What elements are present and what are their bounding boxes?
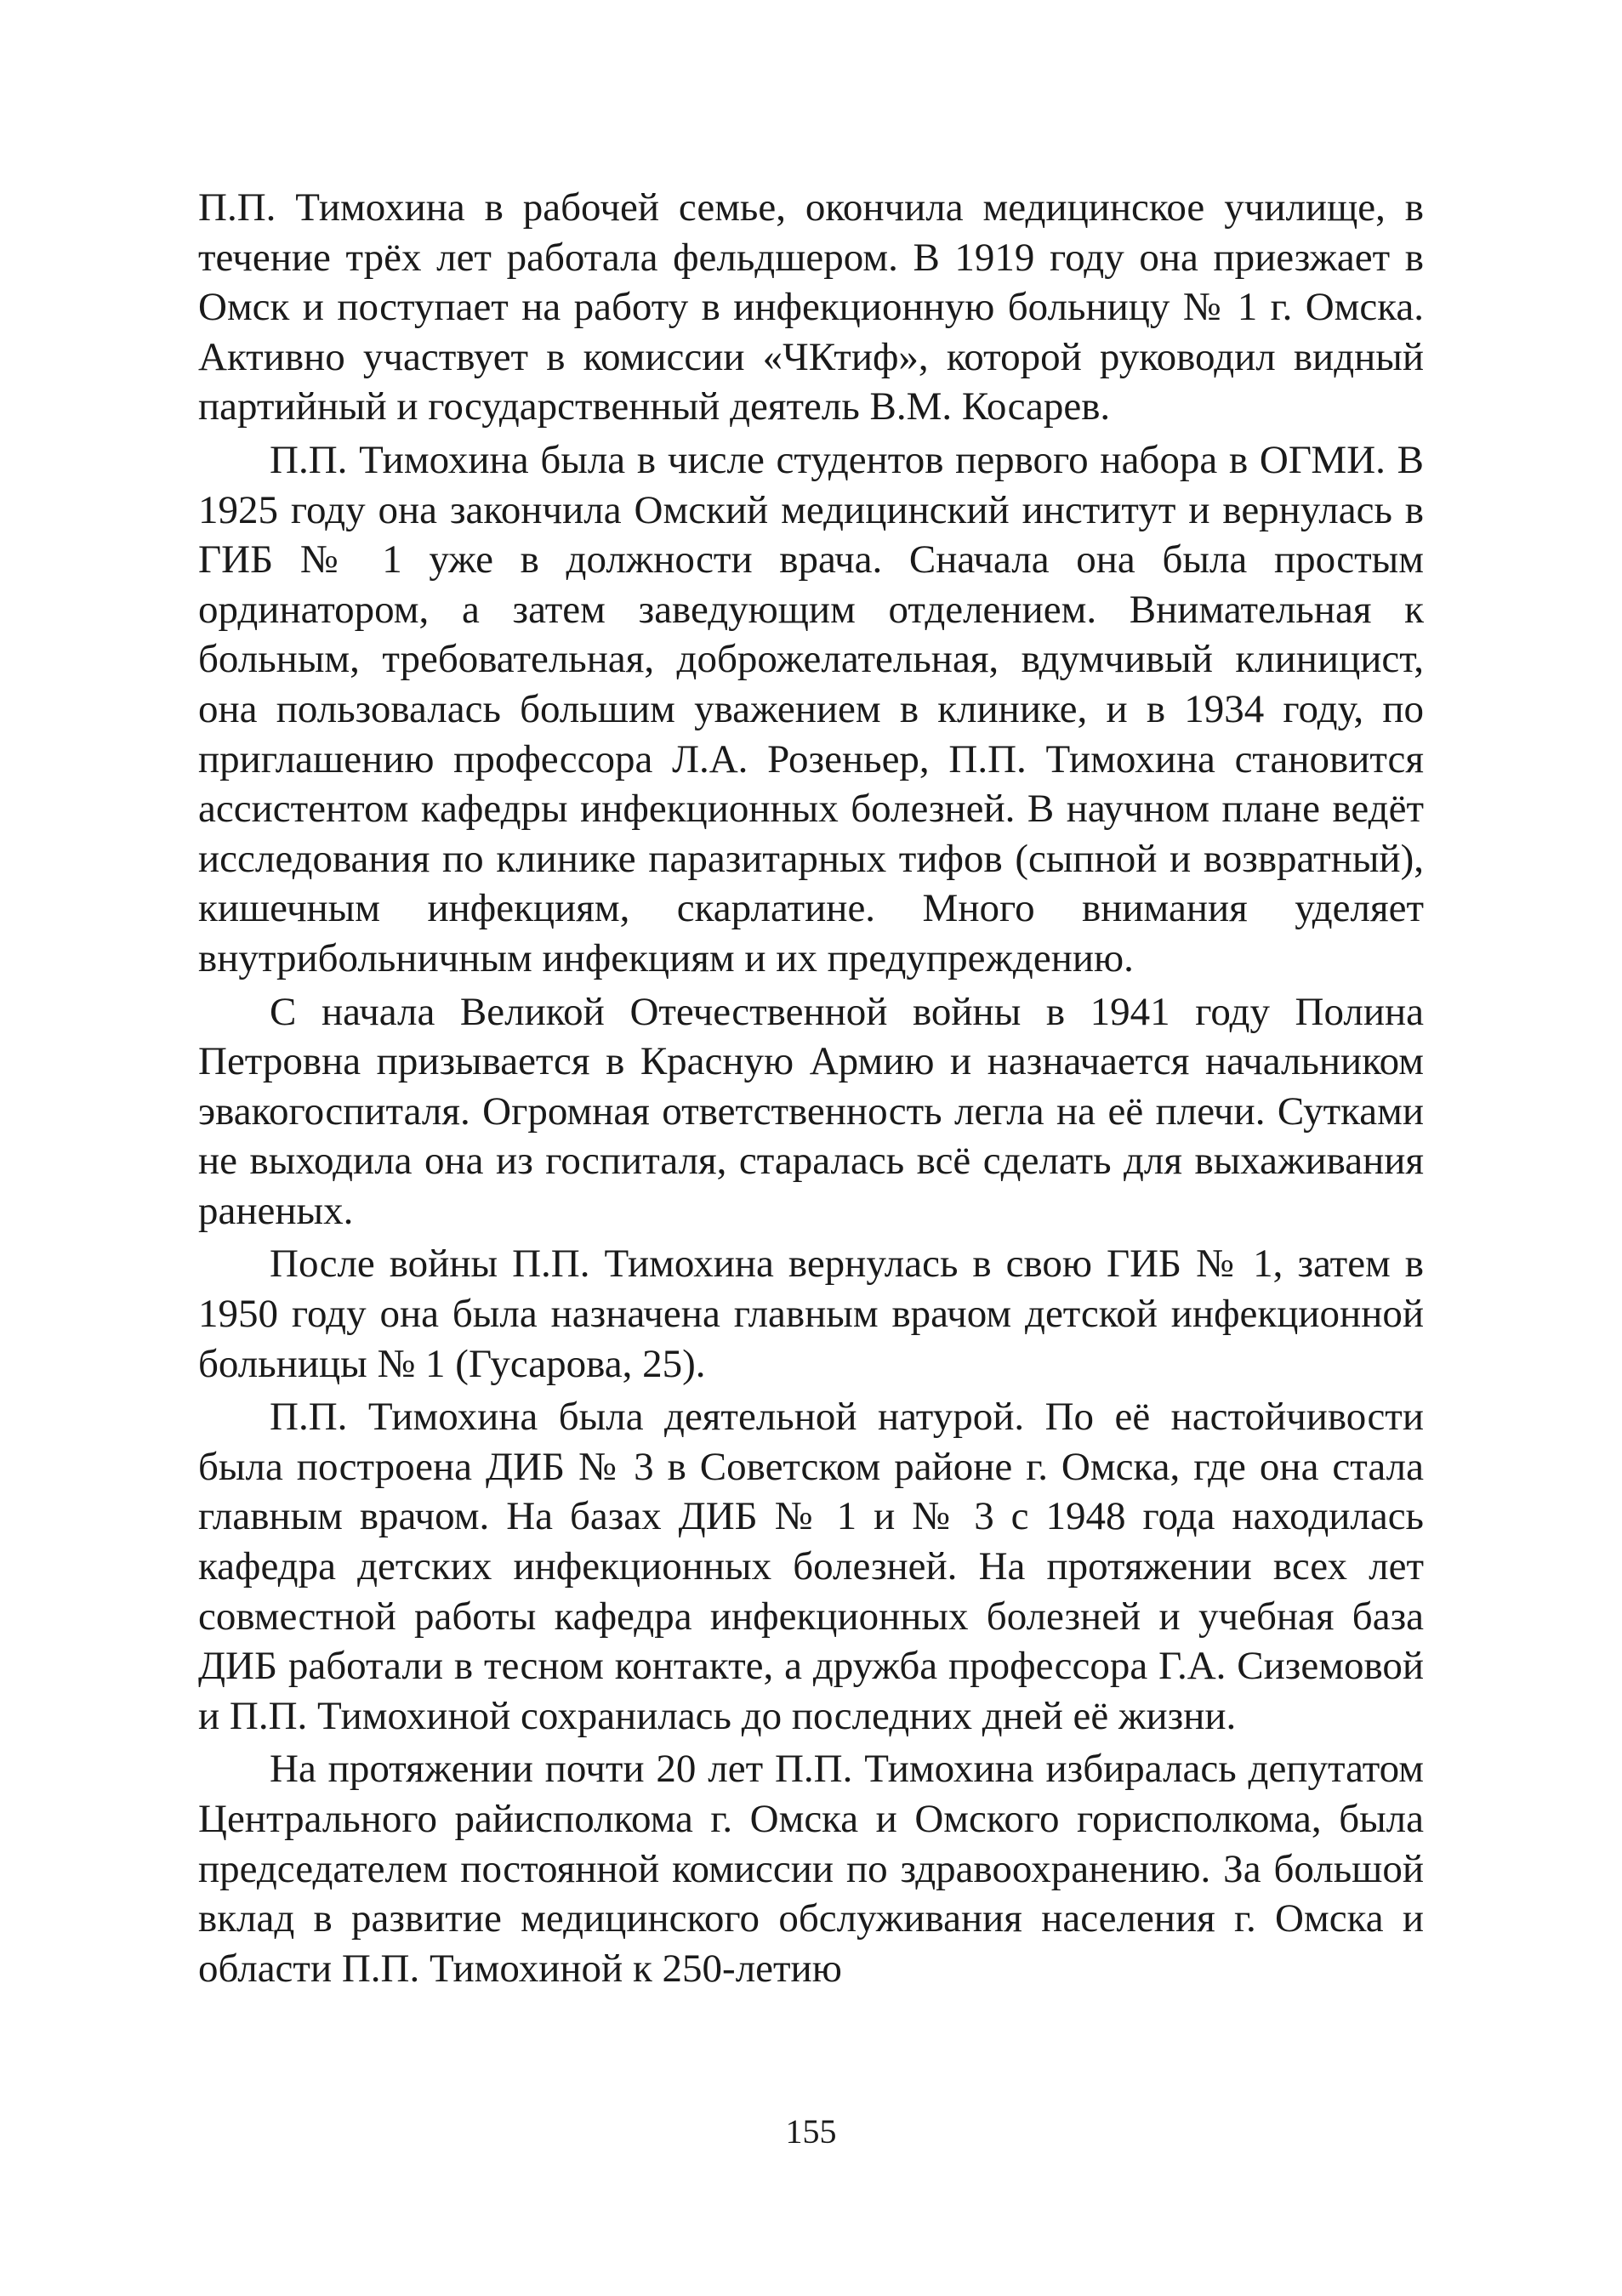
paragraph-1: П.П. Тимохина в рабочей семье, окончила медицинское училище, в течение трёх лет работала фельдшером. В 1919 году она приезжает в Омск и поступает на работу в инфекционную больницу № 1 г. Омска. Активно участвует в комиссии «ЧКтиф», которой руководил видный партийный и государственный деятель В.М. Косарев. [198,185,1424,429]
paragraph-2: П.П. Тимохина была в числе студентов первого набора в ОГМИ. В 1925 году она закончила Омский медицинский институт и вернулась в ГИБ № 1 уже в должности врача. Сначала она была простым ординатором, а затем заведующим отделением. Внимательная к больным, требовательная, доброжелательная, вдумчивый клиницист, она пользовалась большим уважением в клинике, и в 1934 году, по приглашению профессора Л.А. Розеньер, П.П. Тимохина становится ассистентом кафедры инфекционных болезней. В научном плане ведёт исследования по клинике паразитарных тифов (сыпной и возвратный), кишечным инфекциям, скарлатине. Много внимания уделяет внутрибольничным инфекциям и их предупреждению. [198,437,1424,980]
body-text [198,183,1424,1993]
page-number: 155 [785,2112,837,2151]
paragraph-5: П.П. Тимохина была деятельной натурой. По её настойчивости была построена ДИБ № 3 в Советском районе г. Омска, где она стала главным врачом. На базах ДИБ № 1 и № 3 с 1948 года находилась кафедра детских инфекционных болезней. На протяжении всех лет совместной работы кафедра инфекционных болезней и учебная база ДИБ работали в тесном контакте, а дружба профессора Г.А. Сиземовой и П.П. Тимохиной сохранилась до последних дней её жизни. [198,1395,1424,1738]
paragraph-3: С начала Великой Отечественной войны в 1941 году Полина Петровна призывается в Красную Армию и назначается начальником эвакогоспиталя. Огромная ответственность легла на её плечи. Сутками не выходила она из госпиталя, старалась всё сделать для выхаживания раненых. [198,989,1424,1233]
paragraph-4: После войны П.П. Тимохина вернулась в свою ГИБ № 1, затем в 1950 году она была назначена главным врачом детской инфекционной больницы № 1 (Гусарова, 25). [198,1242,1424,1386]
paragraph-6: На протяжении почти 20 лет П.П. Тимохина избиралась депутатом Центрального райисполкома г. Омска и Омского горисполкома, была председателем постоянной комиссии по здравоохранению. За большой вклад в развитие медицинского обслуживания населения г. Омска и области П.П. Тимохиной к 250-летию [198,1747,1424,1991]
